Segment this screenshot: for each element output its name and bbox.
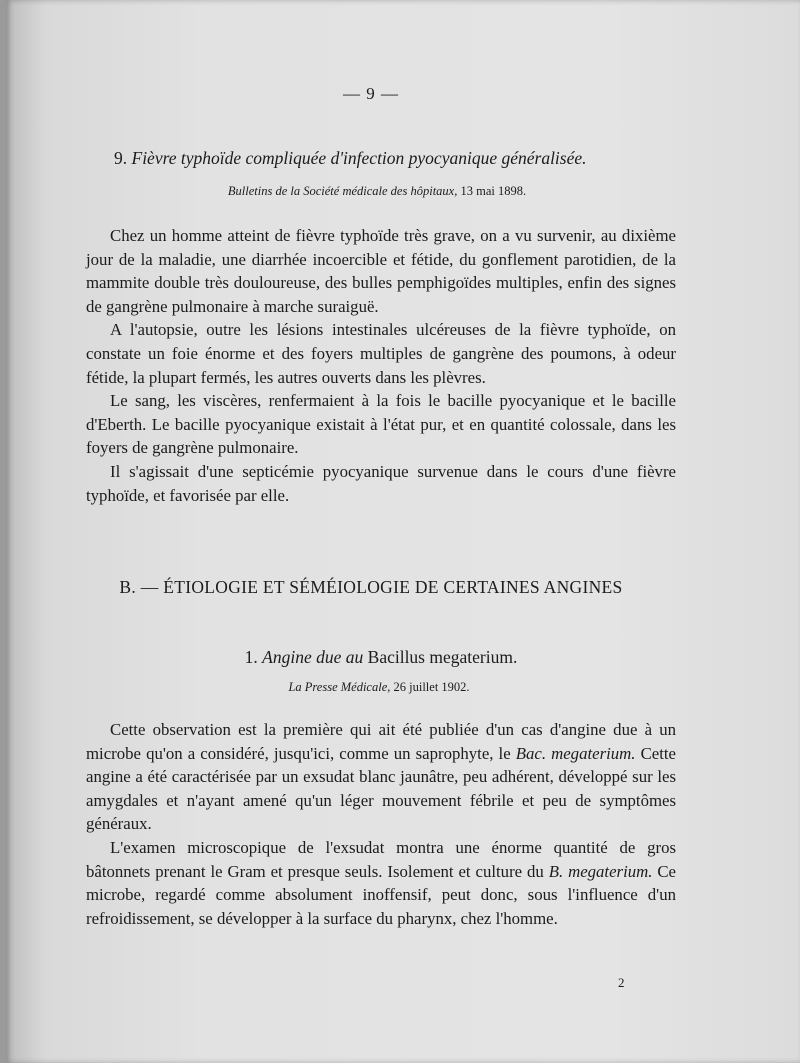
article-1-number: 1. [244,647,258,667]
article-9-source [12,184,742,199]
book-page [6,0,800,1063]
article-1-source-date: 26 juillet 1902. [393,680,470,694]
article-9-body [86,224,676,507]
bacillus-name: B. megaterium. [548,861,653,881]
signature-mark: 2 [618,975,625,990]
article-1-source-publication: La Presse Médicale, [288,680,391,694]
article-9-paragraph: Chez un homme atteint de fièvre typhoïde très grave, on a vu survenir, au dixième jour de la maladie, une diarrhée incoercible et fétide, du gonflement parotidien, de la mammite double très douloureuse, des bulles pemphigoïdes multiples, enfin des signes de gangrène pulmonaire à marche suraiguë. [86,226,676,316]
article-9-paragraph: Le sang, les viscères, renfermaient à la fois le bacille pyocyanique et le bacille d'Eberth. Le bacille pyocyanique existait à l'état pur, et en quantité colossale, dans les foyers de gangrène pulmonaire. [86,391,676,458]
article-1-body [86,718,676,930]
article-9-title [114,148,587,169]
article-9-title-text: Fièvre typhoïde compliquée d'infection pyocyanique généralisée. [131,148,587,168]
bacillus-name: Bac. megaterium. [515,743,636,763]
article-1-title-roman: Bacillus megaterium. [367,647,518,667]
article-9-paragraph: Il s'agissait d'une septicémie pyocyanique survenue dans le cours d'une fièvre typhoïde, et favorisée par elle. [86,461,676,505]
page-number: — 9 — [343,84,399,103]
section-b-heading: B. — ÉTIOLOGIE ET SÉMÉIOLOGIE DE CERTAINES ANGINES [119,577,623,597]
article-9-number: 9. [114,148,128,168]
article-1-source [14,680,744,695]
article-9-paragraph: A l'autopsie, outre les lésions intestinales ulcéreuses de la fièvre typhoïde, on constate un foie énorme et des foyers multiples de gangrène des poumons, à odeur fétide, la plupart fermés, les autres ouverts dans les plèvres. [86,320,676,387]
article-1-title-italic: Angine due au [262,647,364,667]
article-1-title [6,647,756,668]
article-1-paragraph: L'examen microscopique de l'exsudat montra une énorme quantité de gros bâtonnets prenant le Gram et presque seuls. Isolement et culture du B. megaterium. Ce microbe, regardé comme absolument inoffensif, peut donc, sous l'influence d'un refroidissement, se développer à la surface du pharynx, chez l'homme. [86,837,676,928]
article-9-source-date: 13 mai 1898. [460,184,527,198]
article-9-source-publication: Bulletins de la Société médicale des hôpitaux, [227,184,458,198]
article-1-paragraph: Cette observation est la première qui ait été publiée d'un cas d'angine due à un microbe qu'on a considéré, jusqu'ici, comme un saprophyte, le Bac. megaterium. Cette angine a été caractérisée par un exsudat blanc jaunâtre, peu adhérent, développé sur les amygdales et n'ayant amené qu'un léger mouvement fébrile et peu de symptômes généraux. [86,720,676,834]
